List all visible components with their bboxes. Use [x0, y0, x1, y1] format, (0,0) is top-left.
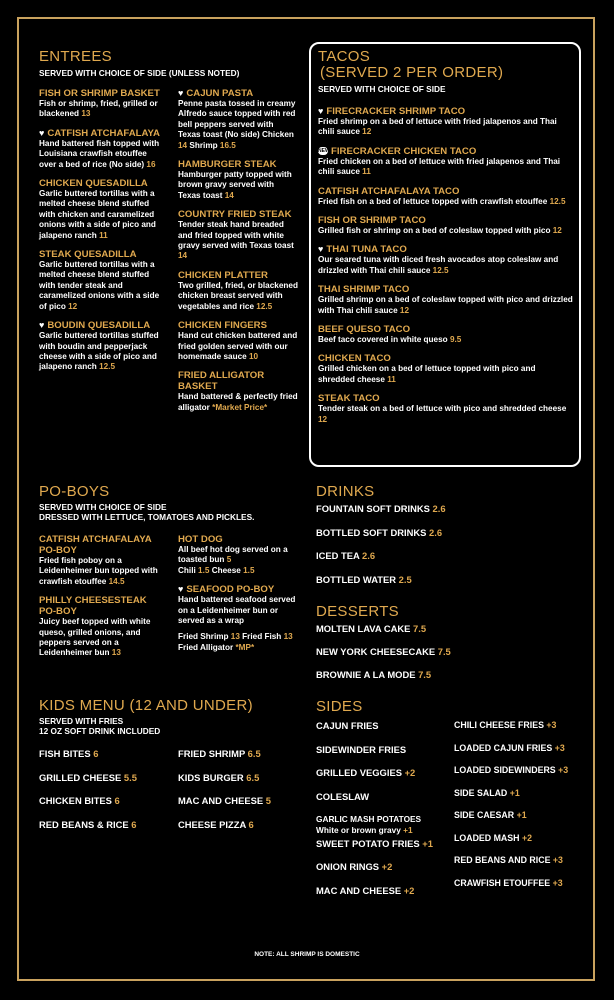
menu-item: [318, 215, 574, 236]
list-item-name: CHILI CHEESE FRIES: [454, 720, 544, 730]
item-name: [39, 249, 161, 260]
list-item-price: +3: [558, 765, 569, 775]
list-item-price: +3: [552, 855, 563, 865]
list-item: [316, 791, 433, 815]
list-item-name: MAC AND CHEESE: [316, 884, 402, 896]
description-text: Garlic buttered tortillas with a melted cheese blend stuffed with tender steak and caramelized onions with a side of pico: [39, 260, 160, 311]
description-text: Fried fish on a bed of lettuce topped with crawfish etouffee: [318, 196, 548, 206]
description-text: Hand cut chicken battered and fried golden served with our homemade sauce: [178, 331, 298, 361]
list-item-name: CHICKEN BITES: [39, 795, 112, 806]
item-name-text: FIRECRACKER SHRIMP TACO: [326, 106, 466, 117]
list-item-name: BOTTLED WATER: [316, 573, 397, 585]
item-price: 16.5: [219, 140, 236, 150]
item-description: [318, 255, 574, 276]
menu-item: [178, 534, 302, 576]
item-description: [178, 99, 298, 151]
list-item-name: BROWNIE A LA MODE: [316, 669, 416, 680]
item-name-text: THAI TUNA TACO: [326, 244, 407, 256]
list-item-price: +1: [422, 837, 433, 849]
menu-item: [39, 128, 161, 170]
list-item: [39, 819, 137, 843]
description-text: Two grilled, fried, or blackened chicken breast served with vegetables and rice: [178, 280, 298, 311]
description-text: Fried fish poboy on a Leidenheimer bun topped with crawfish etouffee: [39, 556, 158, 586]
option-price: *MP*: [235, 642, 255, 652]
list-item-name: SIDE CAESAR: [454, 810, 515, 820]
menu-item: [178, 209, 298, 262]
item-description: [178, 170, 298, 201]
list-item-name: GRILLED VEGGIES: [316, 767, 402, 778]
description-text: Beef taco covered in white queso: [318, 335, 448, 345]
list-item-price: 2.5: [398, 573, 412, 585]
list-item: [316, 669, 451, 692]
item-name: [318, 284, 574, 295]
item-name-text: FIRECRACKER CHICKEN TACO: [331, 145, 477, 157]
option-name: Chili: [178, 565, 196, 575]
item-price: 16: [146, 159, 156, 169]
description-text: Penne pasta tossed in creamy Alfredo sauce topped with red bell peppers served with Texas toast (No side) Chicken: [178, 99, 296, 140]
description-text: Tender steak hand breaded and fried topped with white gravy served with Texas toast: [178, 220, 294, 251]
item-name: [318, 324, 574, 335]
item-name-text: BEEF QUESO TACO: [318, 324, 411, 336]
list-item: [454, 833, 568, 856]
list-item: [454, 855, 568, 878]
item-name: [39, 88, 161, 99]
item-description: [318, 157, 574, 178]
list-item-name: ONION RINGS: [316, 861, 380, 872]
list-item-price: +1: [403, 824, 413, 835]
list-item-price: +3: [546, 720, 557, 730]
item-name-text: CATFISH ATCHAFALAYA PO-BOY: [39, 534, 152, 556]
list-item: [454, 743, 568, 766]
list-item-price: +2: [381, 861, 393, 872]
list-item-price: 2.6: [432, 503, 446, 514]
list-item-price: +1: [516, 810, 527, 820]
list-item-name: RED BEANS AND RICE: [454, 855, 551, 865]
description-text: Fish or shrimp, fried, grilled or blackened: [39, 99, 158, 119]
sides-left-column: [316, 720, 433, 908]
sides-right-column: [454, 720, 568, 900]
list-item-price: 7.5: [437, 646, 451, 657]
item-description: [318, 226, 574, 236]
list-item: [316, 767, 433, 791]
description-text: Our seared tuna with diced fresh avocados atop coleslaw and drizzled with Thai chili sauce: [318, 255, 559, 275]
kids-right-column: [178, 748, 271, 842]
item-description: [39, 99, 161, 120]
list-item: [178, 748, 271, 772]
list-item-price: 6.5: [246, 771, 260, 783]
item-name: [39, 128, 161, 139]
menu-item: [39, 320, 161, 373]
list-item-price: 5.5: [123, 771, 137, 783]
item-name-text: HAMBURGER STEAK: [178, 159, 277, 171]
list-item-price: 5: [265, 795, 271, 806]
list-item-name: LOADED SIDEWINDERS: [454, 765, 556, 775]
kids-title: KIDS MENU (12 AND UNDER): [39, 697, 253, 714]
menu-item: [39, 249, 161, 312]
option-price: 1.5: [198, 565, 210, 575]
entrees-subtitle: SERVED WITH CHOICE OF SIDE (UNLESS NOTED): [39, 68, 240, 78]
list-item-name: RED BEANS & RICE: [39, 818, 129, 830]
list-item: [178, 819, 271, 843]
item-description: [178, 595, 302, 626]
menu-item: [318, 353, 574, 385]
item-description: [39, 617, 161, 659]
item-name: [178, 209, 298, 220]
desserts-list: [316, 623, 451, 692]
description-text: Juicy beef topped with white queso, grilled onions, and peppers served on a Leidenheimer bun: [39, 617, 151, 658]
heart-icon: ♥: [318, 106, 324, 116]
poboys-subtitle: SERVED WITH CHOICE OF SIDE DRESSED WITH LETTUCE, TOMATOES AND PICKLES.: [39, 502, 255, 522]
menu-item: [39, 534, 161, 587]
item-name: [178, 370, 298, 392]
list-item-name: COLESLAW: [316, 790, 370, 802]
list-item: [454, 765, 568, 788]
list-item: [316, 720, 433, 744]
list-item: [178, 795, 271, 819]
item-price: 13: [111, 648, 121, 658]
description-text: Grilled fish or shrimp on a bed of coleslaw topped with pico: [318, 226, 551, 236]
item-price: 11: [99, 230, 108, 240]
option-price: 1.5: [243, 565, 255, 575]
item-name: [178, 584, 302, 595]
list-item-name: SIDEWINDER FRIES: [316, 743, 407, 755]
menu-item: [39, 178, 161, 241]
item-option-line: [178, 643, 302, 653]
item-name-text: BOUDIN QUESADILLA: [47, 320, 151, 332]
menu-item: [318, 244, 574, 276]
list-item-price: +2: [404, 767, 416, 778]
list-item-name: GRILLED CHEESE: [39, 771, 122, 783]
list-item-name: FOUNTAIN SOFT DRINKS: [316, 503, 430, 514]
item-price: 12.5: [99, 362, 116, 372]
item-price: 12: [552, 226, 562, 236]
list-item-name: MAC AND CHEESE: [178, 795, 264, 806]
item-description: [318, 335, 574, 345]
new-badge-icon: NEW: [318, 148, 330, 155]
list-item-name: NEW YORK CHEESECAKE: [316, 646, 436, 657]
desserts-title: DESSERTS: [316, 603, 399, 620]
list-item-price: +3: [552, 877, 563, 888]
item-name: [178, 270, 298, 281]
menu-item: [178, 320, 298, 362]
menu-item: [318, 284, 574, 316]
description-text: Hand battered fish topped with Louisiana crawfish etouffee over a bed of rice (No side): [39, 138, 160, 169]
item-description: [39, 189, 161, 241]
item-name-text: FRIED ALLIGATOR BASKET: [178, 370, 265, 393]
list-item-price: +3: [554, 742, 565, 753]
option-price: 13: [230, 632, 240, 642]
item-price: 11: [387, 374, 396, 384]
item-name-text: THAI SHRIMP TACO: [318, 284, 410, 296]
item-name: [318, 146, 574, 157]
item-name-text: CATFISH ATCHAFALAYA: [47, 127, 160, 139]
menu-item: [178, 88, 298, 151]
list-item-name: BOTTLED SOFT DRINKS: [316, 526, 427, 538]
item-name: [318, 186, 574, 197]
list-item: [316, 574, 446, 598]
menu-item: [318, 186, 574, 207]
item-name-text: CHICKEN QUESADILLA: [39, 178, 148, 190]
list-item: [454, 878, 568, 901]
list-item-price: +1: [509, 787, 520, 798]
list-item-name: CHEESE PIZZA: [178, 818, 246, 830]
list-item: [316, 503, 446, 527]
item-name-text: FISH OR SHRIMP BASKET: [39, 88, 160, 99]
list-item-name: KIDS BURGER: [178, 771, 244, 783]
item-name: [178, 320, 298, 331]
item-price: 13: [81, 109, 91, 119]
option-name: Fried Alligator: [178, 642, 234, 652]
item-name-text: CHICKEN FINGERS: [178, 320, 268, 332]
description-text: All beef hot dog served on a toasted bun: [178, 545, 288, 565]
item-description: [178, 392, 298, 413]
item-name: [318, 393, 574, 404]
item-description: [318, 295, 574, 316]
item-name-text: CHICKEN PLATTER: [178, 269, 268, 281]
item-price: 12: [68, 301, 78, 311]
list-item-price: 7.5: [413, 623, 427, 634]
poboys-title: PO-BOYS: [39, 483, 110, 500]
item-price: 5: [226, 555, 232, 565]
list-item-name: LOADED MASH: [454, 832, 520, 843]
menu-item: [178, 370, 298, 413]
list-item-name: SIDE SALAD: [454, 787, 508, 798]
tacos-title: TACOS (SERVED 2 PER ORDER): [318, 48, 504, 81]
item-price: 12.5: [256, 301, 273, 311]
list-item-name: White or brown gravy: [316, 824, 401, 835]
item-price: 9.5: [449, 335, 462, 345]
drinks-list: [316, 503, 446, 597]
menu-item: [318, 106, 574, 138]
kids-left-column: [39, 748, 137, 842]
list-item-price: 2.6: [362, 550, 376, 561]
item-price: 14: [178, 140, 188, 150]
list-item-price: 7.5: [418, 669, 432, 680]
item-description: [39, 331, 161, 373]
item-name-text: HOT DOG: [178, 534, 223, 545]
list-item-name: CAJUN FRIES: [316, 720, 379, 731]
list-item-price: 6: [93, 748, 99, 759]
item-price: 14.5: [108, 576, 125, 586]
item-price: 14: [224, 190, 234, 200]
list-item: [316, 744, 433, 768]
item-name-text: CAJUN PASTA: [186, 88, 254, 99]
option-name: Fried Shrimp: [178, 632, 229, 642]
description-text: Grilled chicken on a bed of lettuce topped with pico and shredded cheese: [318, 364, 536, 384]
menu-item: [39, 88, 161, 120]
heart-icon: ♥: [318, 244, 324, 255]
list-item: [316, 550, 446, 574]
list-item-price: +2: [521, 832, 532, 843]
list-item: [316, 885, 433, 909]
list-item: [316, 838, 433, 862]
description-text: Hamburger patty topped with brown gravy served with Texas toast: [178, 170, 292, 200]
item-description: [318, 197, 574, 207]
list-item-price: 6.5: [247, 748, 261, 759]
item-name: [39, 178, 161, 189]
option-name: Fried Fish: [242, 632, 282, 642]
menu-item: [178, 270, 298, 312]
list-item-price: 2.6: [429, 526, 443, 538]
item-price: 10: [249, 351, 259, 361]
list-item: [316, 527, 446, 551]
item-name-text: CHICKEN TACO: [318, 353, 391, 365]
list-item: [39, 748, 137, 772]
item-name: [178, 159, 298, 170]
footer-note: NOTE: ALL SHRIMP IS DOMESTIC: [254, 951, 360, 958]
list-item-name: MOLTEN LAVA CAKE: [316, 623, 411, 634]
menu-item: [178, 584, 302, 653]
list-item-price: 6: [131, 818, 137, 830]
item-name-text: SEAFOOD PO-BOY: [186, 584, 275, 596]
menu-item: [318, 393, 574, 425]
list-item-name: CRAWFISH ETOUFFEE: [454, 877, 551, 888]
list-item: [454, 720, 568, 743]
tacos-list: [318, 106, 574, 433]
heart-icon: ♥: [178, 584, 184, 595]
tacos-subtitle: SERVED WITH CHOICE OF SIDE: [318, 84, 446, 94]
list-item-name: FRIED SHRIMP: [178, 748, 246, 759]
item-price: 12: [362, 127, 372, 137]
item-description: [39, 260, 161, 312]
item-description: [39, 556, 161, 587]
list-item: [454, 810, 568, 833]
list-item-name: LOADED CAJUN FRIES: [454, 742, 553, 753]
item-price: 12.5: [549, 196, 566, 206]
item-description: [39, 139, 161, 170]
item-name: [318, 215, 574, 226]
entrees-right-column: [178, 88, 298, 421]
item-option-line: [178, 632, 302, 642]
menu-item: [39, 595, 161, 659]
item-name: [39, 320, 161, 331]
item-name-text: CATFISH ATCHAFALAYA TACO: [318, 185, 460, 197]
item-price: 12: [318, 414, 328, 424]
kids-subtitle: SERVED WITH FRIES 12 OZ SOFT DRINK INCLUDED: [39, 716, 161, 736]
poboys-right-column: [178, 534, 302, 661]
entrees-title: ENTREES: [39, 48, 112, 65]
menu-item: [178, 159, 298, 201]
list-item-name: SWEET POTATO FRIES: [316, 837, 420, 849]
item-price: *Market Price*: [212, 402, 268, 412]
item-price: 11: [362, 167, 371, 177]
item-name: [178, 534, 302, 545]
description-text: Fried shrimp on a bed of lettuce with fried jalapenos and Thai chili sauce: [318, 117, 557, 137]
item-name-text: COUNTRY FRIED STEAK: [178, 209, 292, 221]
description-text: Hand battered seafood served on a Leidenheimer bun or served as a wrap: [178, 595, 296, 626]
drinks-title: DRINKS: [316, 483, 375, 500]
item-price: 12: [399, 305, 410, 315]
menu-item: [318, 146, 574, 178]
list-item-price: 6: [248, 818, 254, 830]
item-description: [318, 404, 574, 425]
list-item: [316, 623, 451, 646]
description-text: Hand battered & perfectly fried alligator: [178, 392, 298, 412]
list-item-price: 6: [114, 795, 120, 806]
description-text: Shrimp: [189, 140, 218, 150]
item-price: 12.5: [432, 265, 449, 275]
description-text: Tender steak on a bed of lettuce with pico and shredded cheese: [318, 404, 567, 414]
list-item-price: +2: [403, 884, 415, 896]
list-item: [316, 814, 433, 838]
item-name: [39, 534, 161, 556]
item-description: [178, 545, 302, 566]
item-name: [39, 595, 161, 617]
list-item: [316, 861, 433, 885]
list-item: [316, 646, 451, 669]
item-name: [178, 88, 298, 99]
heart-icon: ♥: [178, 88, 184, 98]
list-item: [454, 788, 568, 811]
item-name-text: STEAK TACO: [318, 393, 380, 405]
entrees-left-column: [39, 88, 161, 381]
item-description: [178, 220, 298, 262]
option-price: 13: [283, 632, 293, 642]
item-name-text: STEAK QUESADILLA: [39, 249, 137, 261]
item-name: [318, 353, 574, 364]
menu-item: [318, 324, 574, 345]
list-item-name: GARLIC MASH POTATOES: [316, 814, 422, 824]
heart-icon: ♥: [39, 320, 45, 331]
item-price: 14: [178, 251, 188, 261]
item-name-text: FISH OR SHRIMP TACO: [318, 215, 426, 227]
option-name: Cheese: [211, 565, 241, 575]
item-name: [318, 244, 574, 255]
item-name: [318, 106, 574, 117]
description-text: Garlic buttered tortillas stuffed with boudin and pepperjack cheese with a side of pico and jalapeno ranch: [39, 331, 159, 372]
poboys-left-column: [39, 534, 161, 667]
list-item: [178, 772, 271, 796]
list-item-name: FISH BITES: [39, 748, 91, 759]
description-text: Grilled shrimp on a bed of coleslaw topped with pico and drizzled with Thai chili sauce: [318, 295, 573, 315]
description-text: Garlic buttered tortillas with a melted cheese blend stuffed with chicken and caramelized onions with a side of pico and jalapeno ranch: [39, 189, 156, 240]
item-name-text: PHILLY CHEESESTEAK PO-BOY: [39, 595, 147, 618]
list-item-name: ICED TEA: [316, 550, 360, 561]
item-description: [178, 331, 298, 362]
sides-title: SIDES: [316, 698, 363, 715]
description-text: Fried chicken on a bed of lettuce with fried jalapenos and Thai chili sauce: [318, 156, 561, 177]
heart-icon: ♥: [39, 127, 45, 138]
list-item: [39, 772, 137, 796]
list-item: [39, 795, 137, 819]
item-description: [318, 364, 574, 385]
item-description: [178, 281, 298, 312]
item-description: [318, 117, 574, 138]
item-option-line: [178, 566, 302, 576]
